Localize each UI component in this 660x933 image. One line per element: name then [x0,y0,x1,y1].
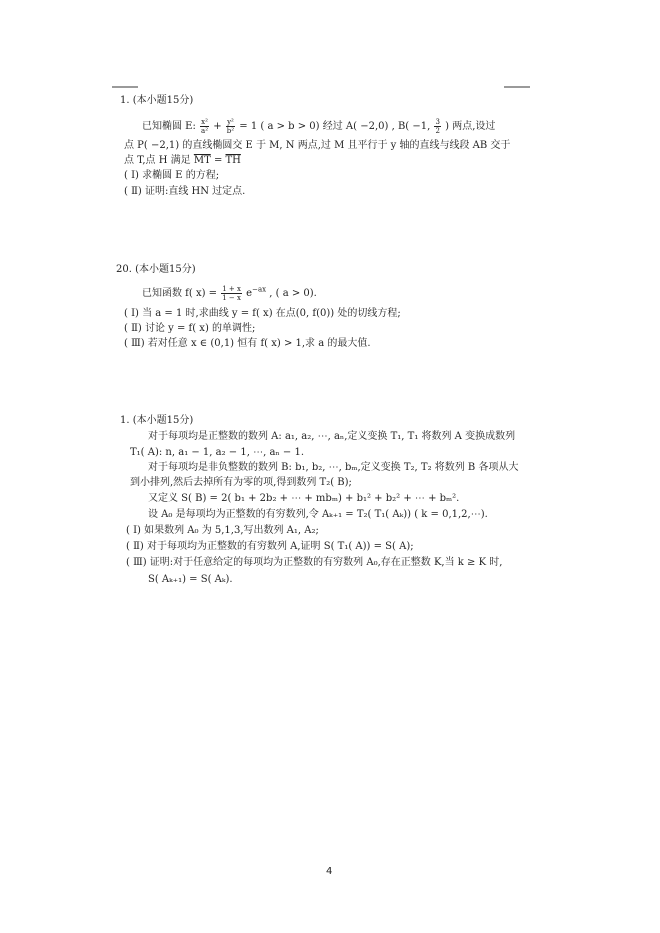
q21-part-3-cont: S( Aₖ₊₁) = S( Aₖ). [148,574,233,585]
exp-base: e [246,288,253,299]
q20-part-1: ( Ⅰ) 当 a = 1 时,求曲线 y = f( x) 在点(0, f(0)) 处的切线方程; [124,308,401,319]
q20-text: 已知函数 f( x) = [142,288,218,299]
q19-text: ) 两点,设过 [445,121,496,132]
q21-line-2: T₁( A): n, a₁ − 1, a₂ − 1, ⋯, aₙ − 1. [130,447,305,458]
q20-part-2: ( Ⅱ) 讨论 y = f( x) 的单调性; [124,323,256,334]
vector-mt: $\overline{MT}$ [193,155,211,166]
q19-text: 已知椭圆 E: [142,121,196,132]
q21-part-3: ( Ⅲ) 证明:对于任意给定的每项均为正整数的有穷数列 A₀,存在正整数 K,当 k ≥ K 时, [126,557,503,568]
frac-den: 2 [435,127,440,135]
q19-part-1: ( Ⅰ) 求椭圆 E 的方程; [124,170,220,181]
page-number: 4 [326,866,333,877]
q21-heading: 1. (本小题15分) [120,415,194,426]
frac-num: 1 + x [222,285,241,293]
frac-num: y² [227,118,234,126]
q19-text: = 1 ( a > b > 0) 经过 A( −2,0) , B( −1, [239,121,431,132]
q19-part-2: ( Ⅱ) 证明:直线 HN 过定点. [124,186,246,197]
q19-heading: 1. (本小题15分) [120,95,194,106]
q21-part-2: ( Ⅱ) 对于每项均为正整数的有穷数列 A,证明 S( T₁( A)) = S( A); [126,541,414,552]
scan-mark-right [504,86,530,88]
equals-sign: = [213,155,226,166]
scan-mark-left [112,86,138,88]
q19-line-1 [142,118,495,135]
q20-part-3: ( Ⅲ) 若对任意 x ∈ (0,1) 恒有 f( x) > 1,求 a 的最大值. [124,338,371,349]
q21-line-5: 又定义 S( B) = 2( b₁ + 2b₂ + ⋯ + mbₘ) + b₁² + b₂² + ⋯ + bₘ². [148,493,460,504]
q21-line-6: 设 A₀ 是每项均为正整数的有穷数列,令 Aₖ₊₁ = T₂( T₁( Aₖ)) ( k = 0,1,2,⋯). [148,509,488,520]
q21-part-1: ( Ⅰ) 如果数列 A₀ 为 5,1,3,写出数列 A₁, A₂; [126,525,319,536]
fraction-1px-1mx [221,285,242,302]
frac-num: 3 [435,118,440,126]
exp-power: −ax [252,285,267,294]
q20-text: , ( a > 0). [269,288,317,299]
fraction-y2-b2 [226,118,235,135]
fraction-3-2 [434,118,440,135]
frac-den: b² [226,127,235,135]
q21-line-4: 到小排列,然后去掉所有为零的项,得到数列 T₂( B); [130,477,352,488]
frac-num: x² [201,118,208,126]
q19-line-2: 点 P( −2,1) 的直线椭圆交 E 于 M, N 两点,过 M 且平行于 y 轴的直线与线段 AB 交于 [124,140,511,151]
q21-line-1: 对于每项均是正整数的数列 A: a₁, a₂, ⋯, aₙ,定义变换 T₁, T₁ 将数列 A 变换成数列 [148,431,516,442]
q20-line-1 [142,285,317,302]
vector-th: $\overline{TH}$ [225,155,241,166]
q19-text: 点 T,点 H 满足 [124,155,191,166]
frac-den: 1 − x [222,294,241,302]
fraction-x2-a2 [200,118,209,135]
q20-heading: 20. (本小题15分) [116,264,196,275]
plus-sign: + [213,121,222,132]
q19-line-3 [124,154,241,167]
q21-line-3: 对于每项均是非负整数的数列 B: b₁, b₂, ⋯, bₘ,定义变换 T₂, T₂ 将数列 B 各项从大 [148,462,519,473]
frac-den: a² [201,127,209,135]
